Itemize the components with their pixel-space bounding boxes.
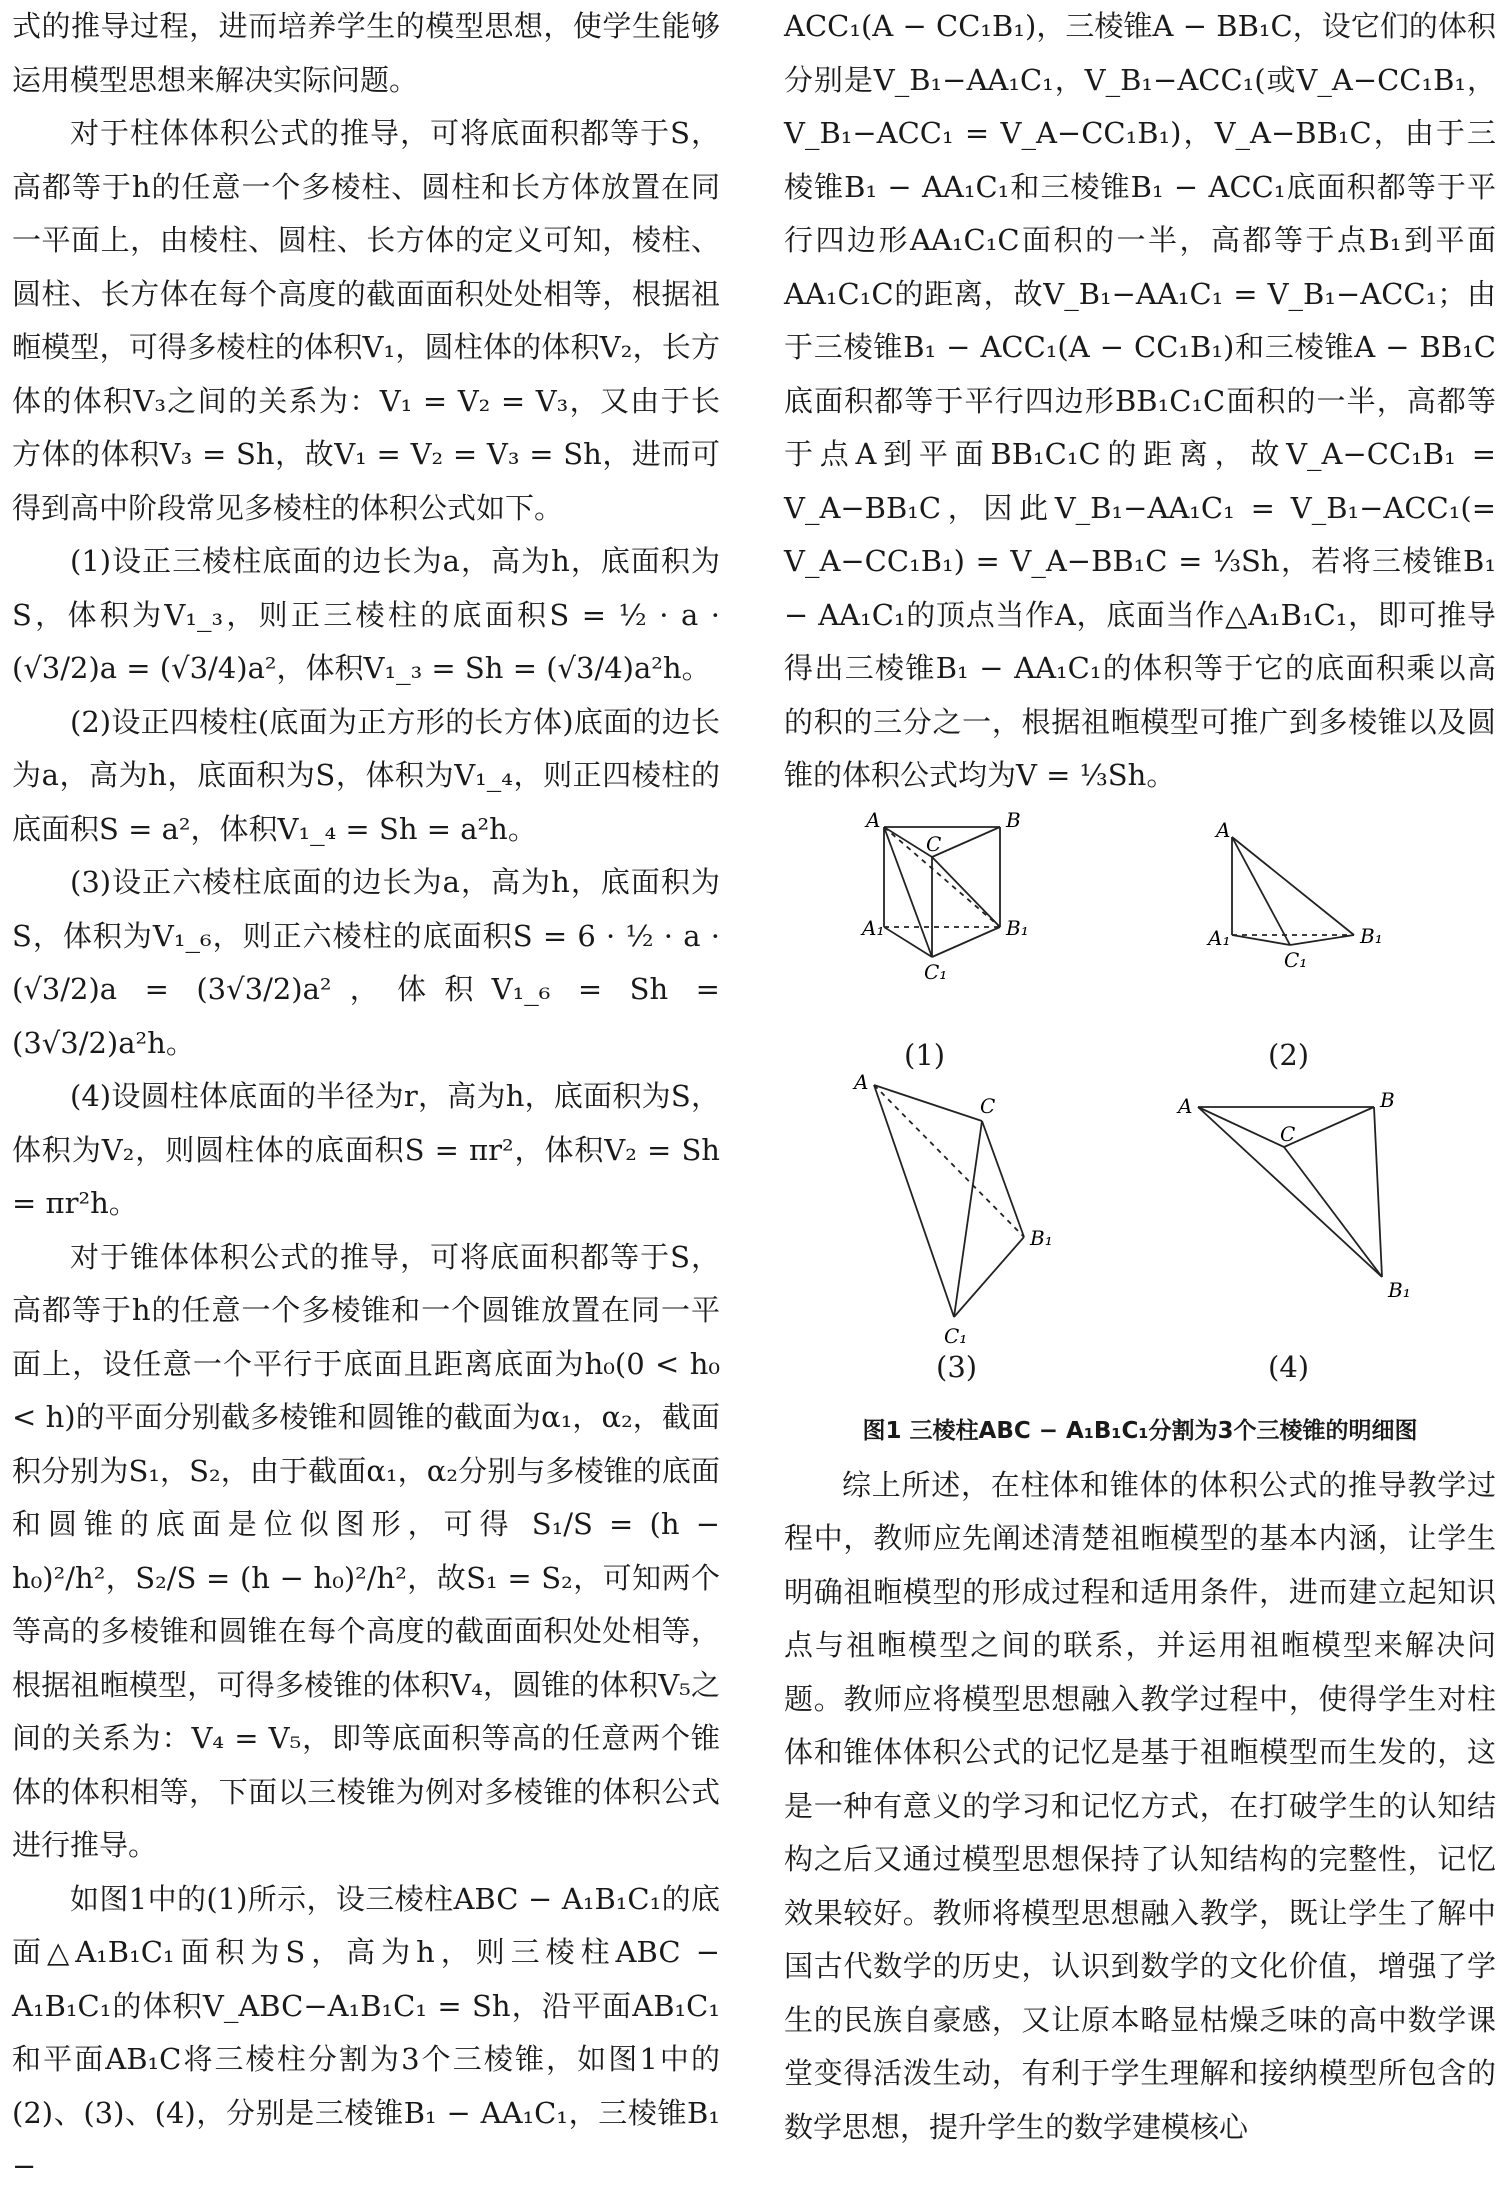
right-paragraph-0: ACC₁(A − CC₁B₁)，三棱锥A − BB₁C，设它们的体积分别是V_B₁−AA₁C₁，V_B₁−ACC₁(或V_A−CC₁B₁，V_B₁−ACC₁ = V_A−CC₁B₁)，V_A−BB₁C，由于三棱锥B₁ − AA₁C₁和三棱锥B₁ − ACC₁底面积都等于平行四边形AA₁C₁C面积的一半，高都等于点B₁到平面AA₁C₁C的距离，故V_B₁−AA₁C₁ = V_B₁−ACC₁；由于三棱锥B₁ − ACC₁(A − CC₁B₁)和三棱锥A − BB₁C底面积都等于平行四边形BB₁C₁C面积的一半，高都等于点A到平面BB₁C₁C的距离，故V_A−CC₁B₁ = V_A−BB₁C，因此V_B₁−AA₁C₁ = V_B₁−ACC₁(= V_A−CC₁B₁) = V_A−BB₁C = ⅓Sh，若将三棱锥B₁ − AA₁C₁的顶点当作A，底面当作△A₁B₁C₁，即可推导得出三棱锥B₁ − AA₁C₁的体积等于它的底面积乘以高的积的三分之一，根据祖暅模型可推广到多棱锥以及圆锥的体积公式均为V = ⅓Sh。 xyxy=(784,9,1496,792)
fig4-label-B: B xyxy=(1380,1087,1395,1112)
fig2-label-B1: B₁ xyxy=(1360,923,1383,948)
left-paragraph-4: (3)设正六棱柱底面的边长为a，高为h，底面积为S，体积为V₁_₆，则正六棱柱的底面积S = 6 · ½ · a · (√3/2)a = (3√3/2)a²，体积V₁_₆ = Sh = (3√3/2)a²h。 xyxy=(12,865,720,1060)
fig1-label-B1: B₁ xyxy=(1006,915,1029,940)
fig1-label-A1: A₁ xyxy=(862,915,885,940)
fig-label-3: (3) xyxy=(936,1349,978,1384)
fig3-label-A: A xyxy=(854,1069,869,1094)
fig3-label-C: C xyxy=(980,1093,996,1118)
left-paragraph-0: 式的推导过程，进而培养学生的模型思想，使学生能够运用模型思想来解决实际问题。 xyxy=(12,9,720,97)
fig-label-1: (1) xyxy=(904,1037,946,1072)
right-column xyxy=(784,0,1496,2154)
figure-1-drawing xyxy=(784,807,1496,1367)
fig-label-4: (4) xyxy=(1268,1349,1310,1384)
left-paragraph-3: (2)设正四棱柱(底面为正方形的长方体)底面的边长为a，高为h，底面积为S，体积为V₁_₄，则正四棱柱的底面积S = a²，体积V₁_₄ = Sh = a²h。 xyxy=(12,704,720,846)
left-paragraph-2: (1)设正三棱柱底面的边长为a，高为h，底面积为S，体积为V₁_₃，则正三棱柱的底面积S = ½ · a · (√3/2)a = (√3/4)a²，体积V₁_₃ = Sh = (√3/4)a²h。 xyxy=(12,544,720,685)
figure-1-caption: 图1 三棱柱ABC − A₁B₁C₁分割为3个三棱锥的明细图 xyxy=(862,1417,1418,1444)
left-paragraph-5: (4)设圆柱体底面的半径为r，高为h，底面积为S，体积为V₂，则圆柱体的底面积S = πr²，体积V₂ = Sh = πr²h。 xyxy=(12,1079,720,1220)
fig2-label-C1: C₁ xyxy=(1284,947,1308,972)
fig2-label-A1: A₁ xyxy=(1208,925,1231,950)
left-column xyxy=(12,0,720,2194)
fig-label-2: (2) xyxy=(1268,1037,1310,1072)
left-paragraph-1: 对于柱体体积公式的推导，可将底面积都等于S，高都等于h的任意一个多棱柱、圆柱和长方体放置在同一平面上，由棱柱、圆柱、长方体的定义可知，棱柱、圆柱、长方体在每个高度的截面面积处处相等，根据祖暅模型，可得多棱柱的体积V₁，圆柱体的体积V₂，长方体的体积V₃之间的关系为：V₁ = V₂ = V₃，又由于长方体的体积V₃ = Sh，故V₁ = V₂ = V₃ = Sh，进而可得到高中阶段常见多棱柱的体积公式如下。 xyxy=(12,116,720,525)
fig1-label-B: B xyxy=(1006,807,1021,832)
fig1-label-C: C xyxy=(926,831,942,856)
fig4-label-C: C xyxy=(1280,1121,1296,1146)
fig1-label-C1: C₁ xyxy=(924,959,948,984)
fig3-label-C1: C₁ xyxy=(944,1323,968,1348)
left-paragraph-6: 对于锥体体积公式的推导，可将底面积都等于S，高都等于h的任意一个多棱锥和一个圆锥放置在同一平面上，设任意一个平行于底面且距离底面为h₀(0 < h₀ < h)的平面分别截多棱锥和圆锥的截面为α₁，α₂，截面积分别为S₁，S₂，由于截面α₁，α₂分别与多棱锥的底面和圆锥的底面是位似图形，可得 S₁/S = (h − h₀)²/h²，S₂/S = (h − h₀)²/h²，故S₁ = S₂，可知两个等高的多棱锥和圆锥在每个高度的截面面积处处相等，根据祖暅模型，可得多棱锥的体积V₄，圆锥的体积V₅之间的关系为：V₄ = V₅，即等底面积等高的任意两个锥体的体积相等，下面以三棱锥为例对多棱锥的体积公式进行推导。 xyxy=(12,1239,720,1862)
fig2-label-A: A xyxy=(1216,817,1231,842)
fig4-label-B1: B₁ xyxy=(1388,1277,1411,1302)
left-paragraph-7: 如图1中的(1)所示，设三棱柱ABC − A₁B₁C₁的底面△A₁B₁C₁面积为S，高为h，则三棱柱ABC − A₁B₁C₁的体积V_ABC−A₁B₁C₁ = Sh，沿平面AB₁C₁和平面AB₁C将三棱柱分割为3个三棱锥，如图1中的(2)、(3)、(4)，分别是三棱锥B₁ − AA₁C₁，三棱锥B₁ − xyxy=(12,1881,720,2183)
figure-1 xyxy=(784,807,1496,1407)
fig3-label-B1: B₁ xyxy=(1030,1225,1053,1250)
fig1-label-A: A xyxy=(866,807,881,832)
fig4-label-A: A xyxy=(1178,1093,1193,1118)
right-paragraph-1: 综上所述，在柱体和锥体的体积公式的推导教学过程中，教师应先阐述清楚祖暅模型的基本内涵，让学生明确祖暅模型的形成过程和适用条件，进而建立起知识点与祖暅模型之间的联系，并运用祖暅模型来解决问题。教师应将模型思想融入教学过程中，使得学生对柱体和锥体体积公式的记忆是基于祖暅模型而生发的，这是一种有意义的学习和记忆方式，在打破学生的认知结构之后又通过模型思想保持了认知结构的完整性，记忆效果较好。教师将模型思想融入教学，既让学生了解中国古代数学的历史，认识到数学的文化价值，增强了学生的民族自豪感，又让原本略显枯燥乏味的高中数学课堂变得活泼生动，有利于学生理解和接纳模型所包含的数学思想，提升学生的数学建模核心 xyxy=(784,1467,1496,2144)
